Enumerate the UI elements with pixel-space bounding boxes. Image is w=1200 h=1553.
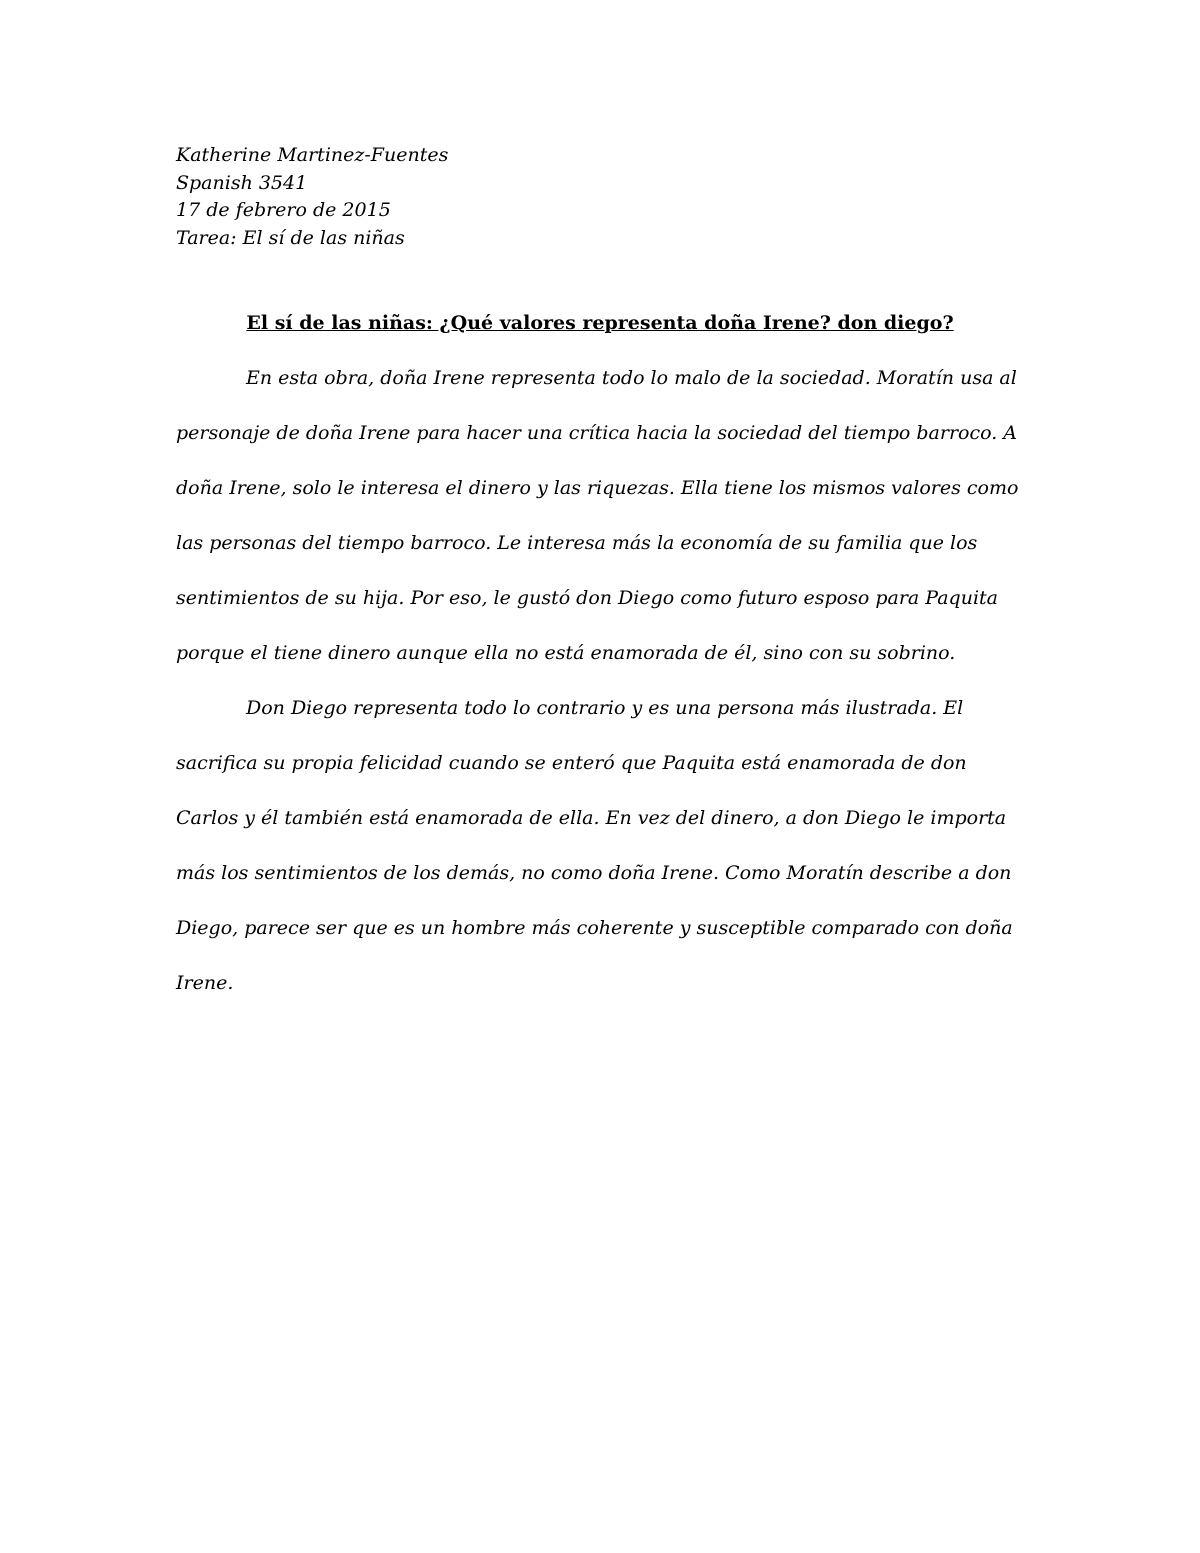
paragraph-line: Don Diego representa todo lo contrario y es una persona más ilustrada. El [246,697,964,719]
header-block [176,142,876,252]
paragraph-1 [176,363,1024,693]
paragraph-line: las personas del tiempo barroco. Le interesa más la economía de su familia que los [176,532,978,554]
document-title: El sí de las niñas: ¿Qué valores representa doña Irene? don diego? [246,312,954,334]
paragraph-line: doña Irene, solo le interesa el dinero y las riquezas. Ella tiene los mismos valores como [176,477,1019,499]
paragraph-line: Carlos y él también está enamorada de ella. En vez del dinero, a don Diego le importa [176,807,1007,829]
paragraph-line: más los sentimientos de los demás, no como doña Irene. Como Moratín describe a don [176,862,1012,884]
paragraph-2 [176,693,1024,1023]
paragraph-line: Irene. [176,972,234,994]
date: 17 de febrero de 2015 [176,199,391,221]
paragraph-line: En esta obra, doña Irene representa todo lo malo de la sociedad. Moratín usa al [246,367,1017,389]
paragraph-line: personaje de doña Irene para hacer una crítica hacia la sociedad del tiempo barroco. A [176,422,1018,444]
paragraph-line: sentimientos de su hija. Por eso, le gustó don Diego como futuro esposo para Paquita [176,587,998,609]
body-text [176,363,1024,1023]
paragraph-line: porque el tiene dinero aunque ella no está enamorada de él, sino con su sobrino. [176,642,956,664]
paragraph-line: sacrifica su propia felicidad cuando se enteró que Paquita está enamorada de don [176,752,967,774]
assignment-name: Tarea: El sí de las niñas [176,226,405,249]
author-name: Katherine Martinez-Fuentes [176,144,449,166]
course-name: Spanish 3541 [176,171,308,194]
paragraph-line: Diego, parece ser que es un hombre más coherente y susceptible comparado con doña [176,917,1013,939]
